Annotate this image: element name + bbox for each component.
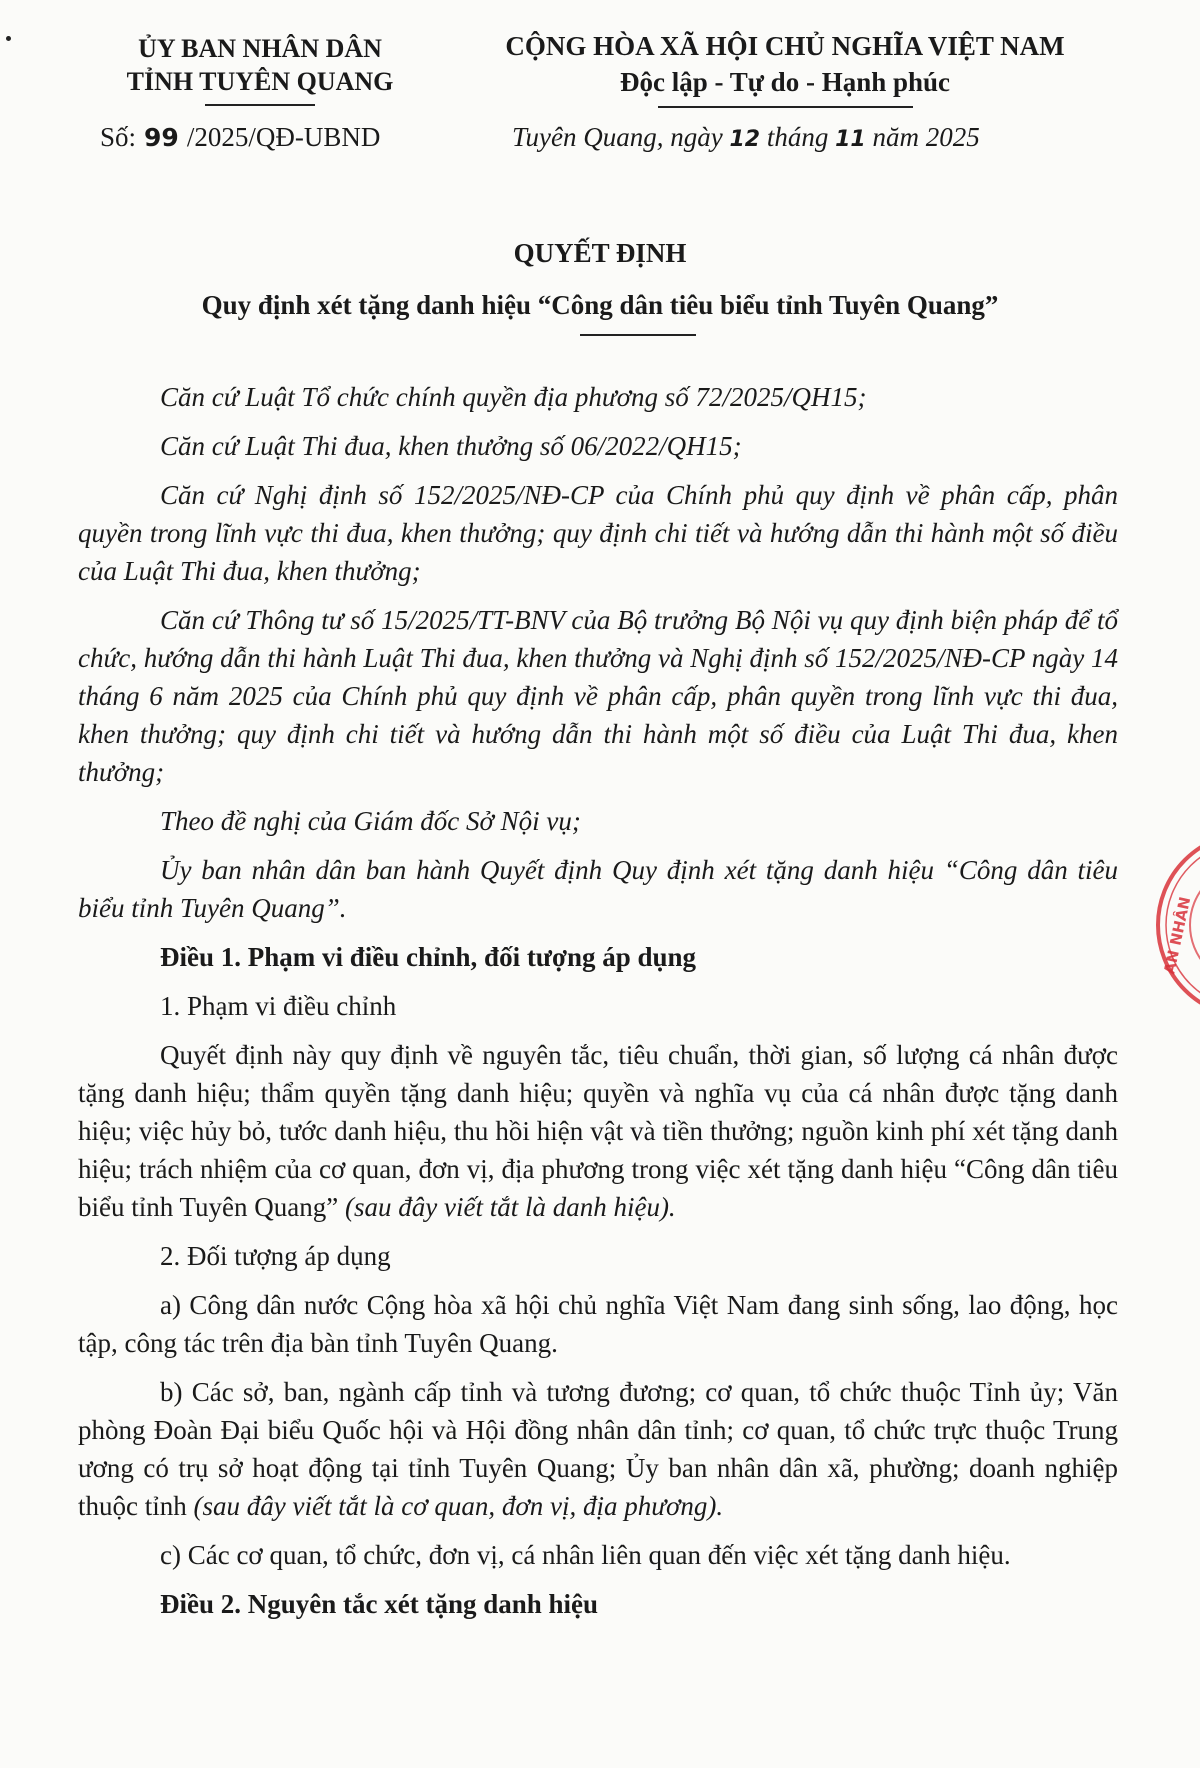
number-handwritten: 99 <box>144 123 179 152</box>
item-b-note: (sau đây viết tắt là cơ quan, đơn vị, địa phương). <box>193 1491 724 1521</box>
nation-motto: Độc lập - Tự do - Hạnh phúc <box>619 67 951 97</box>
section1-text: Quyết định này quy định về nguyên tắc, tiêu chuẩn, thời gian, số lượng cá nhân được tặng danh hiệu; thẩm quyền tặng danh hiệu; quyền và nghĩa vụ của cá nhân được tặng danh hiệu; việc hủy bỏ, tước danh hiệu, thu hồi hiện vật và tiền thưởng; nguồn kinh phí xét tặng danh hiệu; trách nhiệm của cơ quan, đơn vị, địa phương trong việc xét tặng danh hiệu “Công dân tiêu biểu tỉnh Tuyên Quang” <box>78 1040 1118 1222</box>
motto-underline <box>658 106 913 108</box>
title-underline <box>580 334 696 336</box>
preamble-5: Theo đề nghị của Giám đốc Sở Nội vụ; <box>160 806 581 836</box>
article1-heading: Điều 1. Phạm vi điều chỉnh, đối tượng áp dụng <box>160 942 697 972</box>
preamble-3: Căn cứ Nghị định số 152/2025/NĐ-CP của Chính phủ quy định về phân cấp, phân quyền trong lĩnh vực thi đua, khen thưởng; quy định chi tiết và hướng dẫn thi hành một số điều của Luật Thi đua, khen thưởng; <box>78 480 1118 586</box>
preamble-1: Căn cứ Luật Tổ chức chính quyền địa phương số 72/2025/QH15; <box>160 382 867 412</box>
agency-underline <box>205 104 315 106</box>
agency-header <box>100 32 420 106</box>
article1-section2-heading: 2. Đối tượng áp dụng <box>160 1241 391 1271</box>
agency-line1: ỦY BAN NHÂN DÂN <box>138 34 382 63</box>
number-prefix: Số: <box>100 122 137 152</box>
date-month: 11 <box>835 127 866 152</box>
preamble-4: Căn cứ Thông tư số 15/2025/TT-BNV của Bộ trưởng Bộ Nội vụ quy định biện pháp để tổ chức, hướng dẫn thi hành Luật Thi đua, khen thưởng và Nghị định số 152/2025/NĐ-CP ngày 14 tháng 6 năm 2025 của Chính phủ quy định về phân cấp, phân quyền trong lĩnh vực thi đua, khen thưởng; quy định chi tiết và hướng dẫn thi hành một số điều của Luật Thi đua, khen thưởng; <box>78 605 1118 787</box>
document-title: QUYẾT ĐỊNH <box>513 238 687 268</box>
document-number <box>100 122 380 153</box>
article1-item-c: c) Các cơ quan, tổ chức, đơn vị, cá nhân liên quan đến việc xét tặng danh hiệu. <box>160 1540 1011 1570</box>
date-month-label: tháng <box>766 122 829 152</box>
section1-note: (sau đây viết tắt là danh hiệu). <box>345 1192 676 1222</box>
article1-section1-heading: 1. Phạm vi điều chỉnh <box>160 991 397 1021</box>
article1-section1-text <box>78 1036 1118 1226</box>
preamble-2: Căn cứ Luật Thi đua, khen thưởng số 06/2022/QH15; <box>160 431 742 461</box>
document-date <box>512 122 980 153</box>
nation-line1: CỘNG HÒA XÃ HỘI CHỦ NGHĨA VIỆT NAM <box>505 31 1065 61</box>
preamble-6: Ủy ban nhân dân ban hành Quyết định Quy định xét tặng danh hiệu “Công dân tiêu biểu tỉnh Tuyên Quang”. <box>78 855 1118 923</box>
agency-line2: TỈNH TUYÊN QUANG <box>126 67 394 96</box>
number-suffix: /2025/QĐ-UBND <box>186 122 381 152</box>
article1-item-b <box>78 1373 1118 1525</box>
scan-speck <box>6 36 11 41</box>
item-b-text: b) Các sở, ban, ngành cấp tỉnh và tương đương; cơ quan, tổ chức thuộc Tỉnh ủy; Văn phòng Đoàn Đại biểu Quốc hội và Hội đồng nhân dân tỉnh; cơ quan, tổ chức trực thuộc Trung ương có trụ sở hoạt động tại tỉnh Tuyên Quang; Ủy ban nhân dân xã, phường; doanh nghiệp thuộc tỉnh <box>78 1377 1118 1521</box>
svg-text:AN NHÂN: AN NHÂN <box>1160 895 1195 976</box>
article2-heading: Điều 2. Nguyên tắc xét tặng danh hiệu <box>160 1589 599 1619</box>
date-year: năm 2025 <box>872 122 980 152</box>
official-seal-stamp <box>1140 825 1200 1025</box>
date-day: 12 <box>729 127 761 152</box>
article1-item-a: a) Công dân nước Cộng hòa xã hội chủ nghĩa Việt Nam đang sinh sống, lao động, học tập, công tác trên địa bàn tỉnh Tuyên Quang. <box>78 1290 1118 1358</box>
date-prefix: Tuyên Quang, ngày <box>512 122 723 152</box>
document-body <box>78 378 1118 1634</box>
nation-header <box>470 28 1100 108</box>
document-subtitle: Quy định xét tặng danh hiệu “Công dân tiêu biểu tỉnh Tuyên Quang” <box>201 290 999 320</box>
